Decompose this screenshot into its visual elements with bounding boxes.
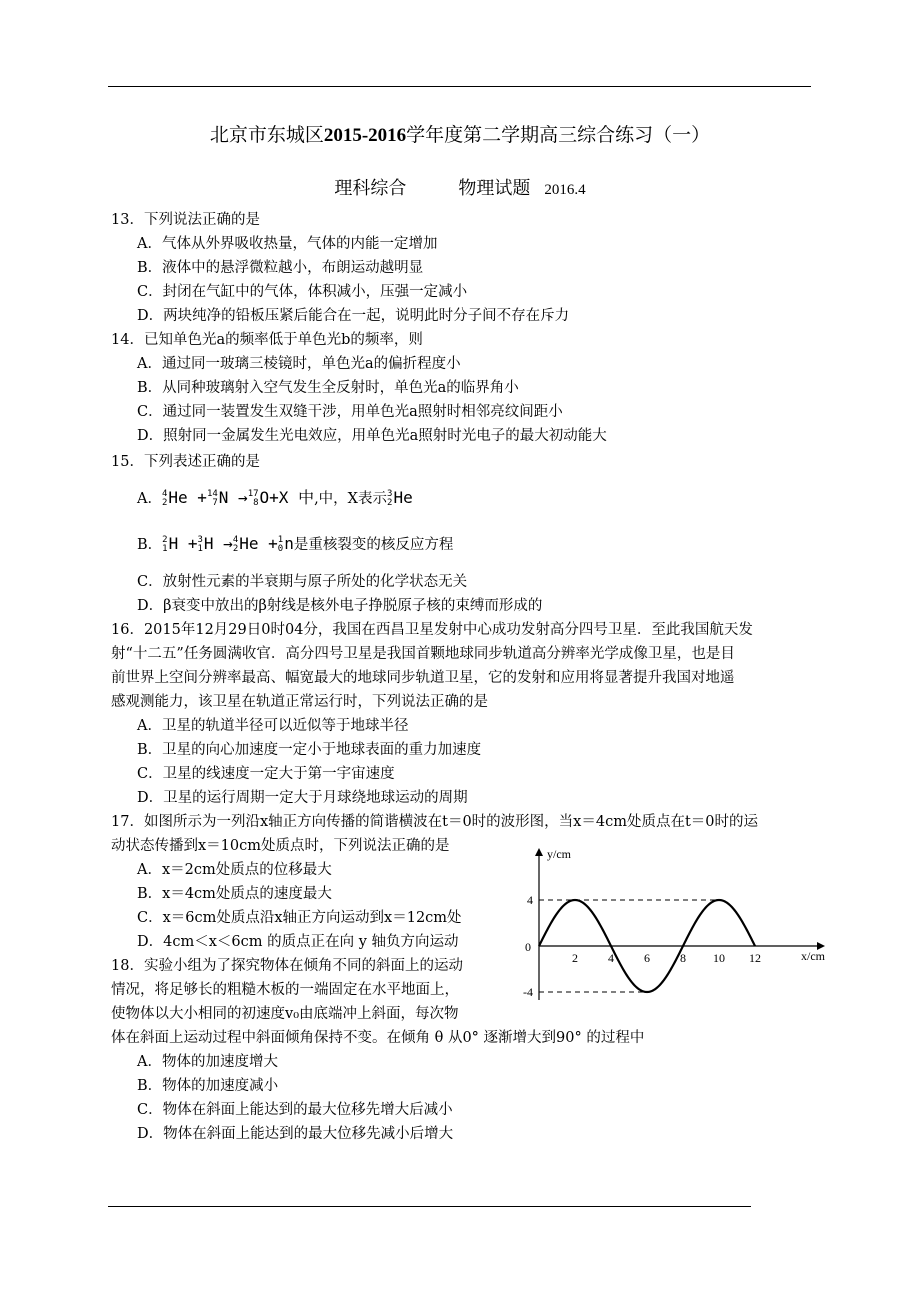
q18-option-b: B．物体的加速度减小	[137, 1078, 279, 1094]
q14-option-b: B．从同种玻璃射入空气发生全反射时，单色光a的临界角小	[137, 380, 519, 396]
nuclear-equation-a: 4 2He +14 7N →17 8O+X 中	[161, 488, 315, 508]
y-tick-label: 4	[527, 893, 533, 907]
q16-stem-line1: 16．2015年12月29日0时04分，我国在西昌卫星发射中心成功发射高分四号卫星．至此我国航天发	[111, 622, 753, 638]
q18-option-d: D．物体在斜面上能达到的最大位移先减小后增大	[137, 1126, 454, 1142]
x-axis-label: x/cm	[801, 949, 825, 963]
nuclear-equation-b: 2 1H +3 1H →4 2He +1 0n	[162, 534, 294, 554]
top-rule	[108, 86, 811, 87]
q13-option-c: C．封闭在气缸中的气体，体积减小，压强一定减小	[137, 284, 468, 300]
q16-stem-line4: 感观测能力，该卫星在轨道正常运行时，下列说法正确的是	[111, 694, 488, 710]
q15-option-a: A．4 2He +14 7N →17 8O+X 中,中，X表示3 2He	[137, 488, 413, 508]
q17-option-a: A．x＝2cm处质点的位移最大	[137, 862, 332, 878]
q14-option-d: D．照射同一金属发生光电效应，用单色光a照射时光电子的最大初动能大	[137, 428, 607, 444]
wave-chart	[505, 842, 835, 1010]
exam-title: 北京市东城区2015-2016学年度第二学期高三综合练习（一）	[209, 124, 711, 146]
q18-option-a: A．物体的加速度增大	[137, 1054, 278, 1070]
exam-subtitle: 理科综合 物理试题 2016.4	[334, 178, 586, 199]
x-tick-label: 10	[713, 951, 725, 965]
origin-label: 0	[525, 940, 531, 954]
x-tick-label: 6	[644, 951, 650, 965]
q16-stem-line3: 前世界上空间分辨率最高、幅宽最大的地球同步轨道卫星，它的发射和应用将显著提升我国对地遥	[111, 670, 735, 686]
x-tick-label: 12	[749, 951, 761, 965]
q17-stem-line2: 动状态传播到x＝10cm处质点时，下列说法正确的是	[111, 838, 450, 854]
q16-stem-line2: 射“十二五”任务圆满收官．高分四号卫星是我国首颗地球同步轨道高分辨率光学成像卫星，也是目	[111, 646, 735, 662]
q15-option-d: D．β衰变中放出的β射线是核外电子挣脱原子核的束缚而形成的	[137, 598, 543, 614]
q17-option-d: D．4cm＜x＜6cm 的质点正在向 y 轴负方向运动	[137, 934, 459, 950]
q15-option-c: C．放射性元素的半衰期与原子所处的化学状态无关	[137, 574, 468, 590]
x-tick-label: 2	[572, 951, 578, 965]
q13-option-b: B．液体中的悬浮微粒越小，布朗运动越明显	[137, 260, 424, 276]
q13-option-a: A．气体从外界吸收热量，气体的内能一定增加	[137, 236, 438, 252]
q18-option-c: C．物体在斜面上能达到的最大位移先增大后减小	[137, 1102, 453, 1118]
q15-option-b: B．2 1H +3 1H →4 2He +1 0n是重核裂变的核反应方程	[137, 534, 454, 554]
q18-stem-line1: 18．实验小组为了探究物体在倾角不同的斜面上的运动	[111, 958, 463, 974]
bottom-rule	[108, 1206, 751, 1207]
q13-option-d: D．两块纯净的铅板压紧后能合在一起，说明此时分子间不存在斥力	[137, 308, 570, 324]
x-tick-label: 4	[608, 951, 614, 965]
q14-stem: 14．已知单色光a的频率低于单色光b的频率，则	[111, 332, 423, 348]
q13-stem: 13．下列说法正确的是	[111, 212, 260, 228]
q18-stem-line3: 使物体以大小相同的初速度v₀由底端冲上斜面，每次物	[111, 1006, 459, 1022]
q16-option-d: D．卫星的运行周期一定大于月球绕地球运动的周期	[137, 790, 468, 806]
q16-option-c: C．卫星的线速度一定大于第一宇宙速度	[137, 766, 395, 782]
y-axis-arrow	[535, 848, 543, 856]
q17-stem-line1: 17．如图所示为一列沿x轴正方向传播的简谐横波在t＝0时的波形图，当x＝4cm处质点在t＝0时的运	[111, 814, 759, 830]
y-axis-label: y/cm	[547, 847, 571, 861]
q14-option-a: A．通过同一玻璃三棱镜时，单色光a的偏折程度小	[137, 356, 461, 372]
q14-option-c: C．通过同一装置发生双缝干涉，用单色光a照射时相邻亮纹间距小	[137, 404, 563, 420]
q16-option-a: A．卫星的轨道半径可以近似等于地球半径	[137, 718, 409, 734]
q17-option-b: B．x＝4cm处质点的速度最大	[137, 886, 332, 902]
q17-option-c: C．x＝6cm处质点沿x轴正方向运动到x＝12cm处	[137, 910, 462, 926]
q18-stem-line2: 情况，将足够长的粗糙木板的一端固定在水平地面上，	[111, 982, 459, 998]
q16-option-b: B．卫星的向心加速度一定小于地球表面的重力加速度	[137, 742, 482, 758]
q18-stem-line4: 体在斜面上运动过程中斜面倾角保持不变。在倾角 θ 从0° 逐渐增大到90° 的过程中	[111, 1030, 645, 1046]
q15-stem: 15．下列表述正确的是	[111, 454, 260, 470]
x-tick-label: 8	[680, 951, 686, 965]
y-tick-label: -4	[523, 985, 533, 999]
